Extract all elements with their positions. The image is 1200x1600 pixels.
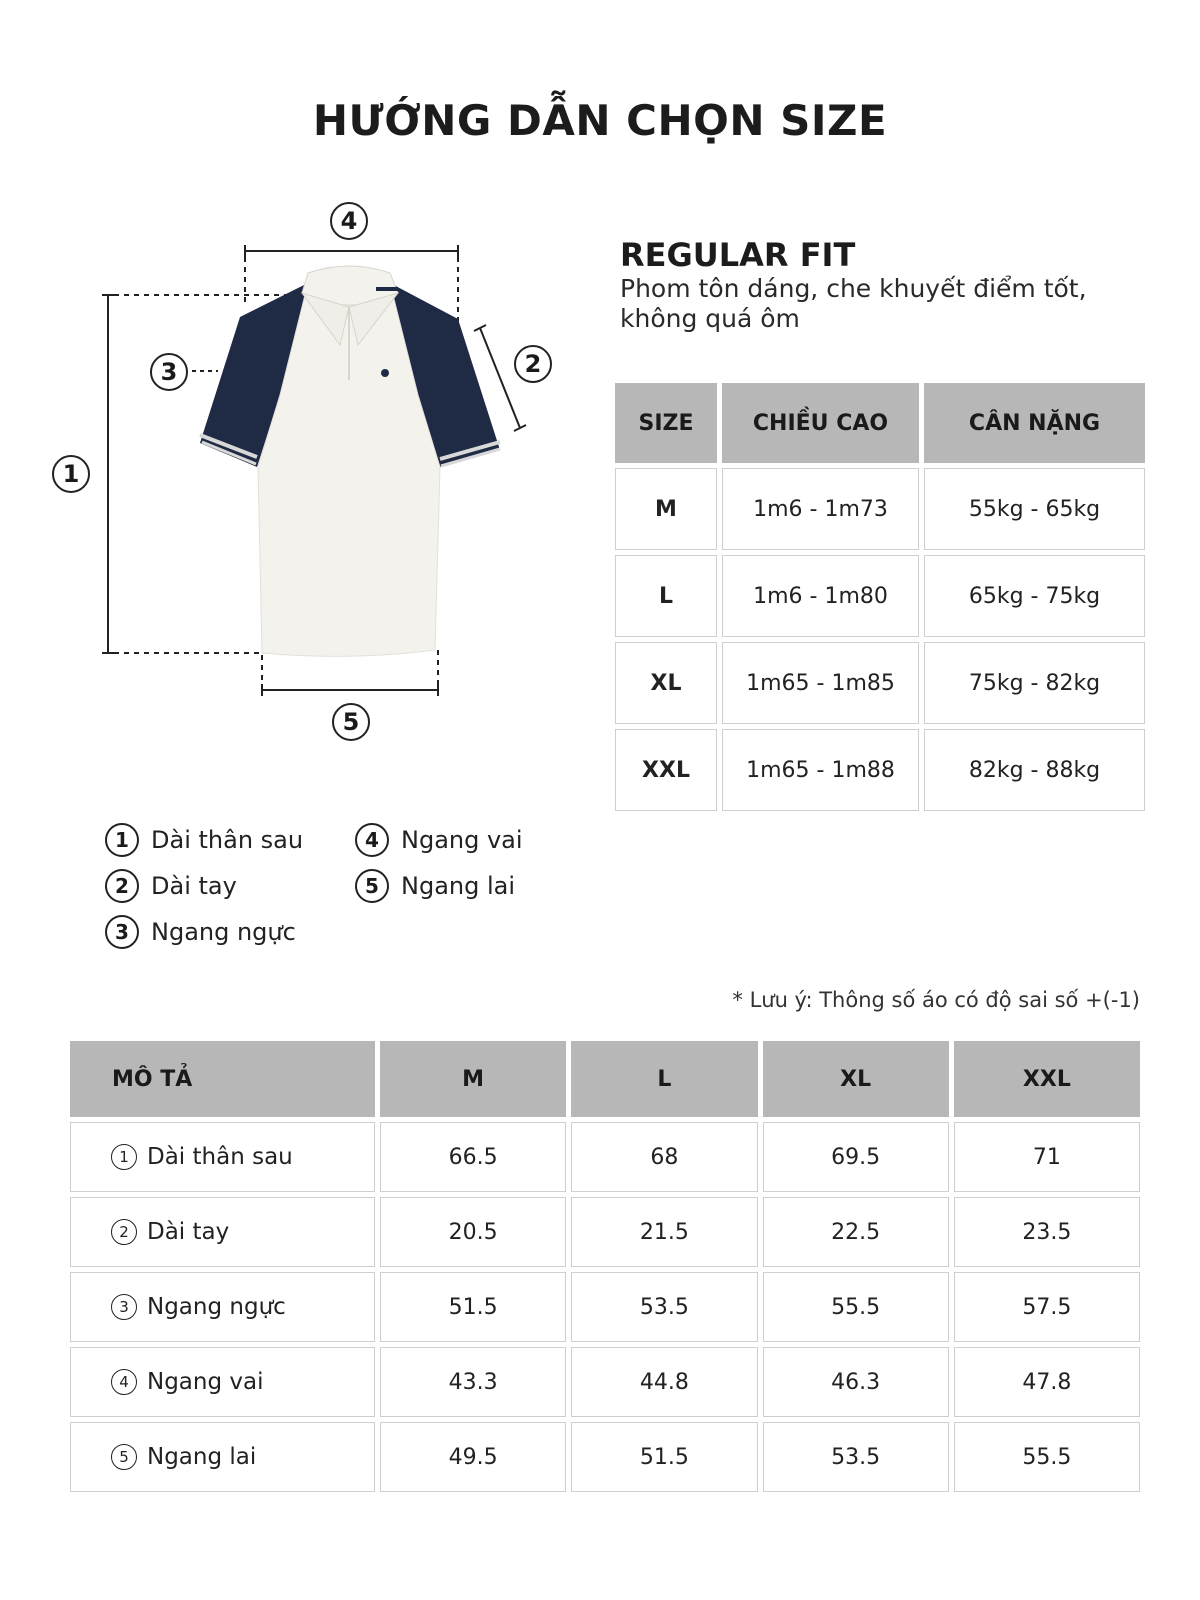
row-label: Ngang vai — [147, 1369, 264, 1395]
measurement-spec-table — [65, 1036, 1145, 1497]
header-size-m: M — [380, 1041, 566, 1117]
row-number-badge: 5 — [111, 1444, 137, 1470]
measure-badge-3: 3 — [150, 353, 188, 391]
weight-cell: 65kg - 75kg — [924, 555, 1145, 637]
legend-item-3 — [105, 915, 296, 949]
legend-item-2 — [105, 869, 237, 903]
value-cell: 21.5 — [571, 1197, 757, 1267]
legend-item-5 — [355, 869, 515, 903]
tolerance-note: * Lưu ý: Thông số áo có độ sai số +(-1) — [732, 988, 1140, 1012]
page-title: HƯỚNG DẪN CHỌN SIZE — [312, 96, 888, 145]
weight-cell: 82kg - 88kg — [924, 729, 1145, 811]
row-label: Ngang lai — [147, 1444, 257, 1470]
value-cell: 53.5 — [763, 1422, 949, 1492]
value-cell: 22.5 — [763, 1197, 949, 1267]
row-label: Ngang ngực — [147, 1294, 286, 1320]
legend-item-4 — [355, 823, 523, 857]
measure-badge-5: 5 — [332, 703, 370, 741]
value-cell: 51.5 — [380, 1272, 566, 1342]
table-row — [615, 468, 1145, 550]
measure-badge-4: 4 — [330, 202, 368, 240]
value-cell: 49.5 — [380, 1422, 566, 1492]
row-number-badge: 1 — [111, 1144, 137, 1170]
header-weight: CÂN NẶNG — [924, 383, 1145, 463]
polo-shirt-illustration — [40, 195, 580, 765]
row-label-cell — [70, 1122, 375, 1192]
row-label: Dài thân sau — [147, 1144, 293, 1170]
legend-badge: 1 — [105, 823, 139, 857]
measure-badge-1: 1 — [52, 455, 90, 493]
legend-label: Dài tay — [151, 872, 237, 900]
value-cell: 57.5 — [954, 1272, 1140, 1342]
header-size-xxl: XXL — [954, 1041, 1140, 1117]
value-cell: 55.5 — [954, 1422, 1140, 1492]
size-cell: L — [615, 555, 717, 637]
row-number-badge: 4 — [111, 1369, 137, 1395]
legend-label: Ngang vai — [401, 826, 523, 854]
legend-item-1 — [105, 823, 303, 857]
row-number-badge: 3 — [111, 1294, 137, 1320]
height-cell: 1m65 - 1m88 — [722, 729, 919, 811]
row-label-cell — [70, 1197, 375, 1267]
measurement-legend — [105, 823, 575, 973]
weight-cell: 55kg - 65kg — [924, 468, 1145, 550]
value-cell: 71 — [954, 1122, 1140, 1192]
legend-badge: 3 — [105, 915, 139, 949]
fit-description: Phom tôn dáng, che khuyết điểm tốt, không quá ôm — [620, 274, 1087, 333]
height-cell: 1m6 - 1m80 — [722, 555, 919, 637]
value-cell: 23.5 — [954, 1197, 1140, 1267]
spec-table-header-row — [70, 1041, 1140, 1117]
table-row — [70, 1347, 1140, 1417]
legend-label: Ngang lai — [401, 872, 516, 900]
value-cell: 53.5 — [571, 1272, 757, 1342]
measure-badge-2: 2 — [514, 345, 552, 383]
value-cell: 20.5 — [380, 1197, 566, 1267]
row-label-cell — [70, 1422, 375, 1492]
legend-badge: 4 — [355, 823, 389, 857]
value-cell: 68 — [571, 1122, 757, 1192]
row-label-cell — [70, 1347, 375, 1417]
height-cell: 1m65 - 1m85 — [722, 642, 919, 724]
value-cell: 55.5 — [763, 1272, 949, 1342]
shirt-measurement-diagram — [40, 195, 580, 765]
value-cell: 46.3 — [763, 1347, 949, 1417]
header-height: CHIỀU CAO — [722, 383, 919, 463]
legend-badge: 5 — [355, 869, 389, 903]
value-cell: 47.8 — [954, 1347, 1140, 1417]
header-size: SIZE — [615, 383, 717, 463]
size-cell: XXL — [615, 729, 717, 811]
table-row — [615, 642, 1145, 724]
table-row — [70, 1422, 1140, 1492]
table-row — [615, 555, 1145, 637]
row-label: Dài tay — [147, 1219, 230, 1245]
size-cell: XL — [615, 642, 717, 724]
value-cell: 69.5 — [763, 1122, 949, 1192]
height-cell: 1m6 - 1m73 — [722, 468, 919, 550]
header-size-xl: XL — [763, 1041, 949, 1117]
table-row — [615, 729, 1145, 811]
value-cell: 44.8 — [571, 1347, 757, 1417]
size-cell: M — [615, 468, 717, 550]
header-size-l: L — [571, 1041, 757, 1117]
row-number-badge: 2 — [111, 1219, 137, 1245]
legend-label: Dài thân sau — [151, 826, 304, 854]
weight-cell: 75kg - 82kg — [924, 642, 1145, 724]
value-cell: 43.3 — [380, 1347, 566, 1417]
legend-badge: 2 — [105, 869, 139, 903]
header-description: MÔ TẢ — [70, 1041, 375, 1117]
table-row — [70, 1272, 1140, 1342]
table-row — [70, 1197, 1140, 1267]
legend-label: Ngang ngực — [151, 918, 296, 946]
size-table-header-row — [615, 383, 1145, 463]
size-recommendation-table — [610, 378, 1150, 816]
fit-title: REGULAR FIT — [620, 236, 856, 274]
value-cell: 51.5 — [571, 1422, 757, 1492]
table-row — [70, 1122, 1140, 1192]
value-cell: 66.5 — [380, 1122, 566, 1192]
row-label-cell — [70, 1272, 375, 1342]
